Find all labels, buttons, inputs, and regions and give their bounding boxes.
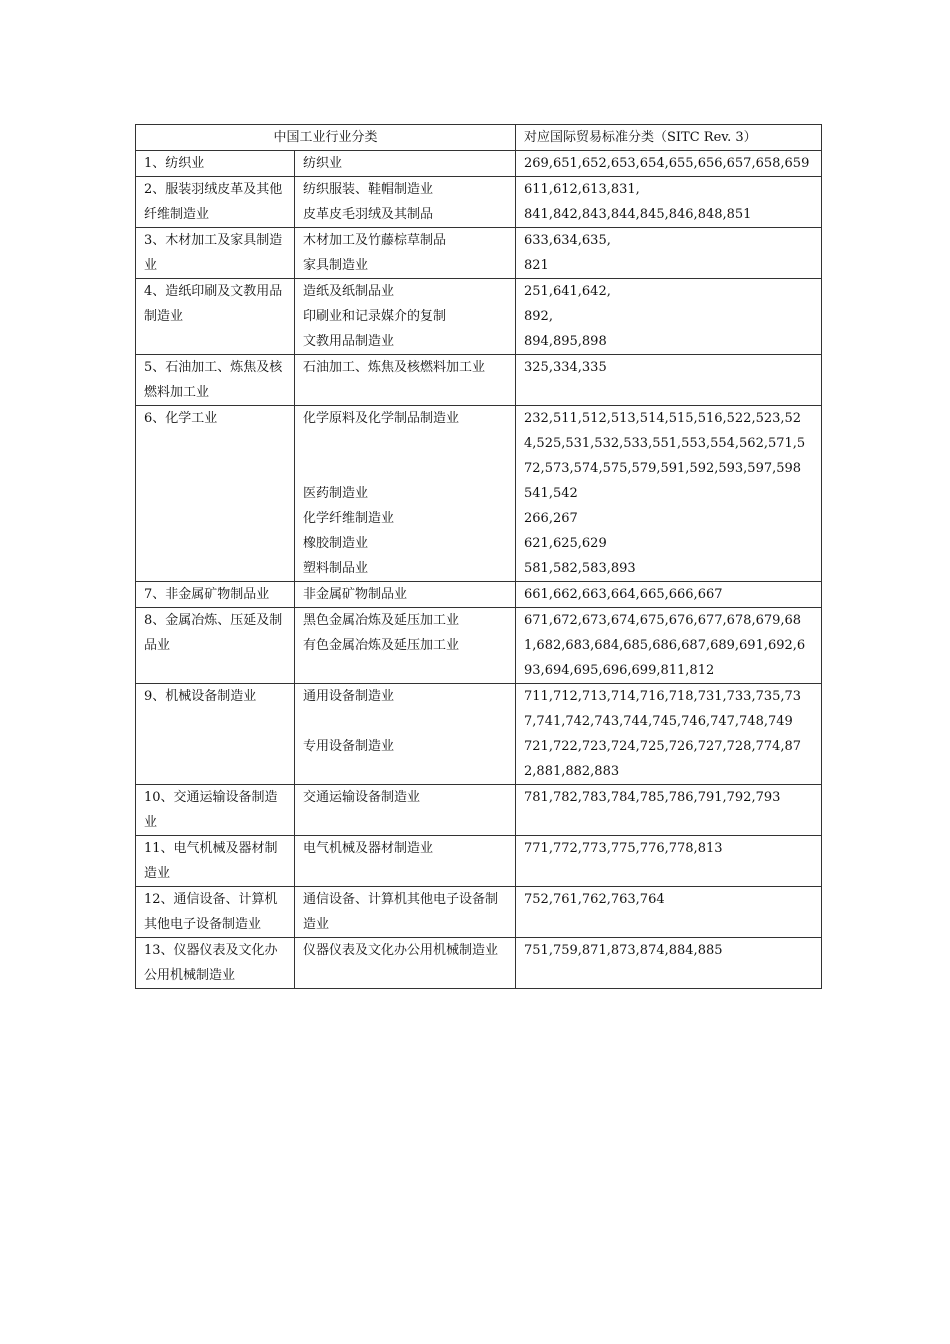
table-row	[136, 684, 822, 785]
sitc-codes-cell	[516, 582, 822, 608]
subcategory-item: 专用设备制造业	[303, 739, 395, 754]
sitc-codes-cell	[516, 279, 822, 355]
sitc-codes-cell	[516, 151, 822, 177]
sitc-code-list: 894,895,898	[524, 334, 607, 349]
subcategory-item: 塑料制品业	[303, 561, 369, 576]
sitc-code-list: 752,761,762,763,764	[524, 892, 665, 907]
subcategory-item: 印刷业和记录媒介的复制	[303, 309, 447, 324]
subcategory-item: 有色金属冶炼及延压加工业	[303, 638, 460, 653]
industry-category-cell: 5、石油加工、炼焦及核燃料加工业	[136, 355, 295, 406]
table-row	[136, 887, 822, 938]
subcategory-item: 电气机械及器材制造业	[303, 841, 434, 856]
sitc-code-list: 633,634,635,	[524, 233, 611, 248]
industry-category-cell: 11、电气机械及器材制造业	[136, 836, 295, 887]
table-row	[136, 582, 822, 608]
subcategory-item: 非金属矿物制品业	[303, 587, 408, 602]
sitc-codes-cell	[516, 684, 822, 785]
subcategory-item: 化学纤维制造业	[303, 511, 395, 526]
industry-subcategory-cell	[295, 151, 516, 177]
sitc-code-list: 581,582,583,893	[524, 561, 636, 576]
subcategory-item: 纺织业	[303, 156, 343, 171]
industry-subcategory-cell	[295, 582, 516, 608]
sitc-code-list: 821	[524, 258, 549, 273]
industry-subcategory-cell	[295, 177, 516, 228]
subcategory-item: 黑色金属冶炼及延压加工业	[303, 613, 460, 628]
subcategory-item: 纺织服装、鞋帽制造业	[303, 182, 434, 197]
industry-subcategory-cell	[295, 887, 516, 938]
sitc-code-list: 751,759,871,873,874,884,885	[524, 943, 723, 958]
subcategory-item: 家具制造业	[303, 258, 369, 273]
sitc-codes-cell	[516, 608, 822, 684]
subcategory-item: 仪器仪表及文化办公用机械制造业	[303, 943, 499, 958]
industry-subcategory-cell	[295, 355, 516, 406]
table-row	[136, 279, 822, 355]
industry-subcategory-cell	[295, 608, 516, 684]
sitc-code-list: 251,641,642,	[524, 284, 611, 299]
spacer	[303, 431, 507, 481]
industry-subcategory-cell	[295, 406, 516, 582]
industry-category-cell: 3、木材加工及家具制造业	[136, 228, 295, 279]
table-row	[136, 177, 822, 228]
industry-subcategory-cell	[295, 836, 516, 887]
industry-category-cell: 8、金属冶炼、压延及制品业	[136, 608, 295, 684]
industry-subcategory-cell	[295, 684, 516, 785]
industry-subcategory-cell	[295, 938, 516, 989]
subcategory-item: 通信设备、计算机其他电子设备制造业	[303, 892, 499, 932]
sitc-codes-cell	[516, 836, 822, 887]
table-row	[136, 228, 822, 279]
table-row	[136, 355, 822, 406]
sitc-code-list: 771,772,773,775,776,778,813	[524, 841, 723, 856]
sitc-codes-cell	[516, 938, 822, 989]
subcategory-item: 化学原料及化学制品制造业	[303, 411, 460, 426]
industry-subcategory-cell	[295, 785, 516, 836]
sitc-code-list: 711,712,713,714,716,718,731,733,735,737,741,742,743,744,745,746,747,748,749	[524, 689, 802, 729]
industry-category-cell: 7、非金属矿物制品业	[136, 582, 295, 608]
subcategory-item: 交通运输设备制造业	[303, 790, 421, 805]
sitc-codes-cell	[516, 228, 822, 279]
sitc-code-list: 541,542	[524, 486, 578, 501]
sitc-code-list: 661,662,663,664,665,666,667	[524, 587, 723, 602]
sitc-code-list: 892,	[524, 309, 553, 324]
sitc-code-list: 232,511,512,513,514,515,516,522,523,524,525,531,532,533,551,553,554,562,571,572,573,574,575,579,591,592,593,597,598	[524, 411, 806, 476]
sitc-code-list: 671,672,673,674,675,676,677,678,679,681,682,683,684,685,686,687,689,691,692,693,694,695,696,699,811,812	[524, 613, 806, 678]
subcategory-item: 医药制造业	[303, 486, 369, 501]
industry-category-cell: 12、通信设备、计算机其他电子设备制造业	[136, 887, 295, 938]
header-china-industry-classification: 中国工业行业分类	[136, 125, 516, 151]
table-row	[136, 406, 822, 582]
industry-category-cell: 6、化学工业	[136, 406, 295, 582]
sitc-code-list: 611,612,613,831,	[524, 182, 640, 197]
subcategory-item: 通用设备制造业	[303, 689, 395, 704]
subcategory-item: 文教用品制造业	[303, 334, 395, 349]
table-row	[136, 151, 822, 177]
header-sitc-classification: 对应国际贸易标准分类（SITC Rev. 3）	[516, 125, 822, 151]
subcategory-item: 皮革皮毛羽绒及其制品	[303, 207, 434, 222]
table-header-row	[136, 125, 822, 151]
subcategory-item: 木材加工及竹藤棕草制品	[303, 233, 447, 248]
table-row	[136, 836, 822, 887]
industry-category-cell: 2、服装羽绒皮革及其他纤维制造业	[136, 177, 295, 228]
subcategory-item: 造纸及纸制品业	[303, 284, 395, 299]
subcategory-item: 橡胶制造业	[303, 536, 369, 551]
sitc-code-list: 266,267	[524, 511, 578, 526]
industry-category-cell: 13、仪器仪表及文化办公用机械制造业	[136, 938, 295, 989]
sitc-code-list: 621,625,629	[524, 536, 607, 551]
sitc-codes-cell	[516, 177, 822, 228]
sitc-code-list: 721,722,723,724,725,726,727,728,774,872,881,882,883	[524, 739, 802, 779]
industry-category-cell: 1、纺织业	[136, 151, 295, 177]
sitc-codes-cell	[516, 785, 822, 836]
table-row	[136, 608, 822, 684]
spacer	[303, 709, 507, 734]
industry-category-cell: 4、造纸印刷及文教用品制造业	[136, 279, 295, 355]
industry-sitc-mapping-table	[135, 124, 822, 989]
industry-category-cell: 10、交通运输设备制造业	[136, 785, 295, 836]
subcategory-item: 石油加工、炼焦及核燃料加工业	[303, 360, 486, 375]
sitc-code-list: 781,782,783,784,785,786,791,792,793	[524, 790, 781, 805]
table-row	[136, 785, 822, 836]
sitc-codes-cell	[516, 355, 822, 406]
industry-subcategory-cell	[295, 228, 516, 279]
sitc-code-list: 269,651,652,653,654,655,656,657,658,659	[524, 156, 810, 171]
sitc-codes-cell	[516, 406, 822, 582]
sitc-code-list: 841,842,843,844,845,846,848,851	[524, 207, 752, 222]
industry-subcategory-cell	[295, 279, 516, 355]
industry-category-cell: 9、机械设备制造业	[136, 684, 295, 785]
sitc-code-list: 325,334,335	[524, 360, 607, 375]
sitc-codes-cell	[516, 887, 822, 938]
table-row	[136, 938, 822, 989]
